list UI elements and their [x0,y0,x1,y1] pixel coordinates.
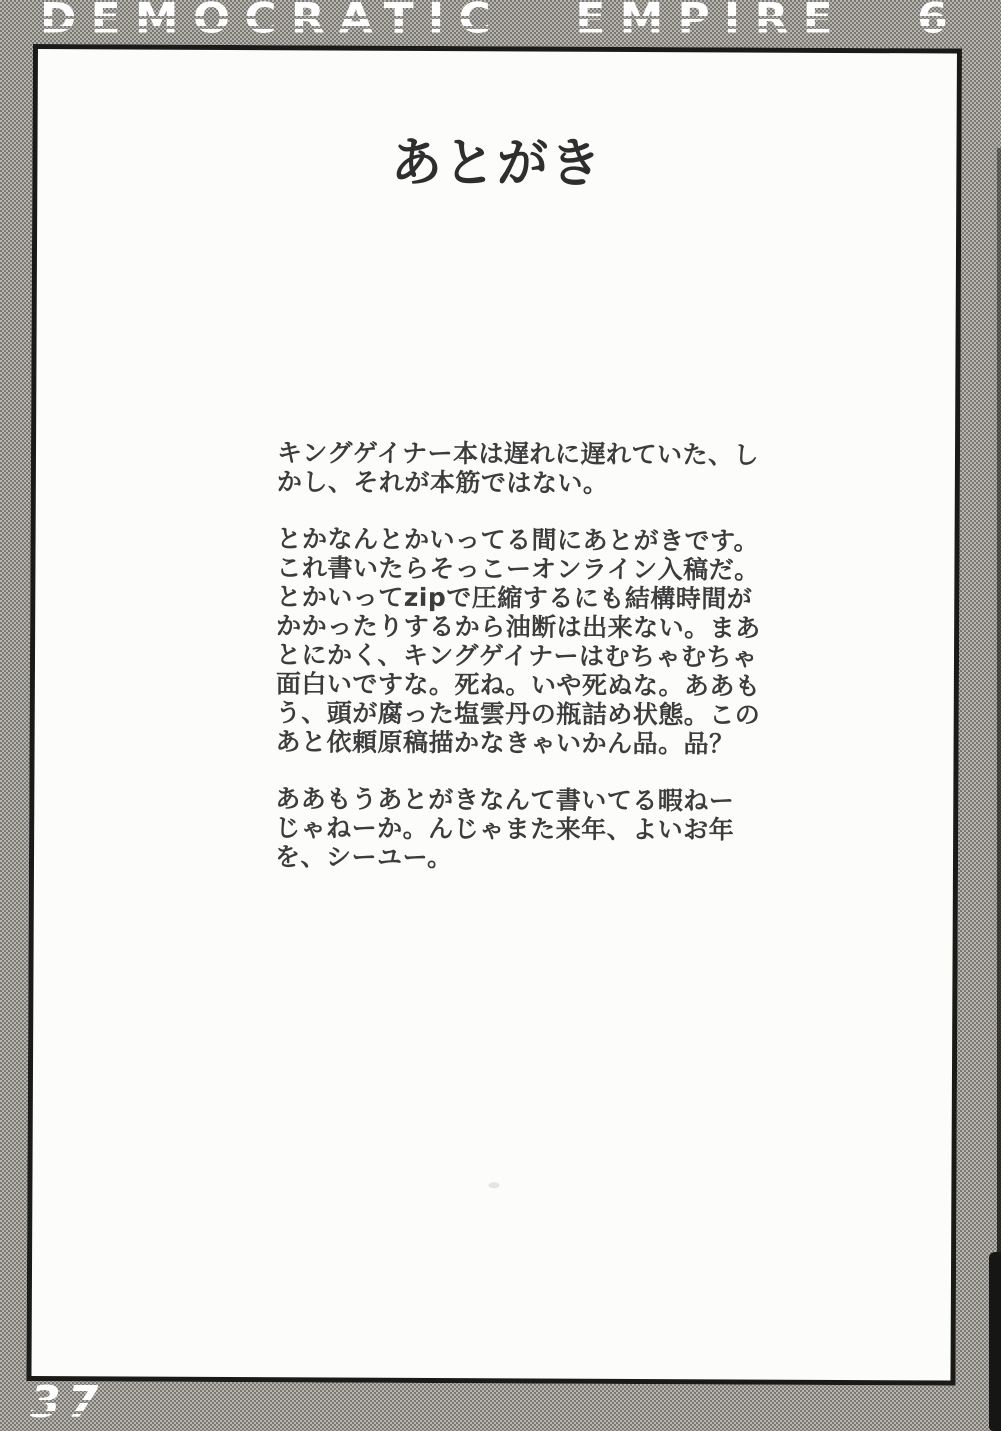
scan-edge-blob [989,1252,1001,1431]
book-title-banner [0,0,1001,44]
afterword-paragraph-3: ああもうあとがきなんて書いてる暇ねー じゃねーか。んじゃまた来年、よいお年 を、シーユー。 [274,784,735,873]
afterword-paragraph-2: とかなんとかいってる間にあとがきです。 これ書いたらそっこーオンライン入稿だ。 とかいってzipで圧縮するにも結構時間が かかったりするから油断は出来ない。まあ とにかく、キングゲイナーはむちゃむちゃ 面白いですな。死ね。いや死ぬな。ああも う、頭が腐った塩雲丹の瓶詰め状態。この あと依頼原稿描かなきゃいかん品。品？ [275,524,761,759]
scan-speck [488,1182,499,1188]
scan-edge-shadow [997,148,1001,1431]
afterword-body [275,438,762,901]
afterword-paragraph-1: キングゲイナー本は遅れに遅れていた、し かし、それが本筋ではない。 [276,438,760,498]
page-number [30,1377,105,1428]
page-frame [26,44,962,1386]
afterword-title: あとがき [390,132,604,196]
page-number-text: 37 [30,1377,106,1428]
book-title-text: DEMOCRATIC EMPIRE 6 [39,0,961,44]
